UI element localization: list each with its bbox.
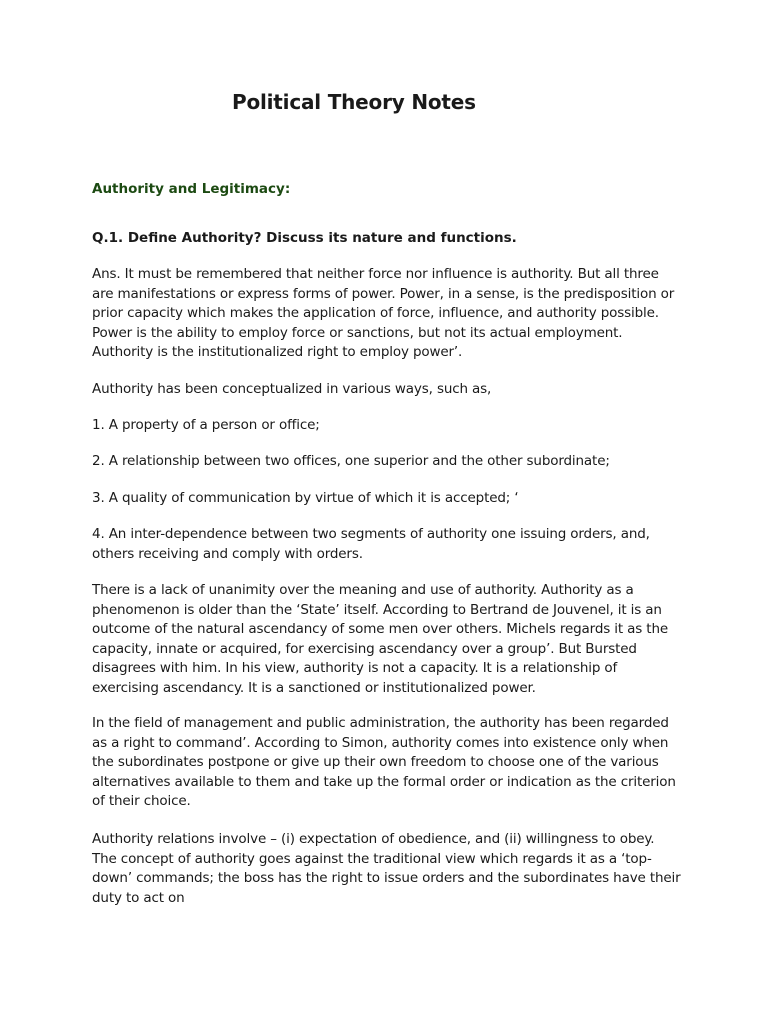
section-heading: Authority and Legitimacy: — [92, 181, 291, 197]
list-item: 2. A relationship between two offices, one superior and the other subordinate; — [92, 453, 610, 469]
unanimity-paragraph: There is a lack of unanimity over the meaning and use of authority. Authority as a phenomenon is older than the ‘State’ itself. According to Bertrand de Jouvenel, it is an outcome of the natural ascendancy of some men over others. Michels regards it as the capacity, innate or acquired, for exercising ascendancy over a group’. But Bursted disagrees with him. In his view, authority is not a capacity. It is a relationship of exercising ascendancy. It is a sanctioned or institutionalized power. — [92, 582, 669, 696]
conceptualized-paragraph: Authority has been conceptualized in various ways, such as, — [92, 381, 492, 397]
answer-paragraph: Ans. It must be remembered that neither force nor influence is authority. But all three are manifestations or express forms of power. Power, in a sense, is the predisposition or prior capacity which makes the application of force, influence, and authority possible. Power is the ability to employ force or sanctions, but not its actual employment. Authority is the institutionalized right to employ power’. — [92, 266, 675, 360]
relations-paragraph: Authority relations involve – (i) expectation of obedience, and (ii) willingness to obey. The concept of authority goes against the traditional view which regards it as a ‘top-down’ commands; the boss has the right to issue orders and the subordinates have their duty to act on — [92, 831, 681, 906]
page-title: Political Theory Notes — [232, 90, 476, 114]
question-heading: Q.1. Define Authority? Discuss its nature and functions. — [92, 230, 517, 246]
list-item: 3. A quality of communication by virtue of which it is accepted; ‘ — [92, 490, 519, 506]
list-item: 1. A property of a person or office; — [92, 417, 320, 433]
list-item: 4. An inter-dependence between two segments of authority one issuing orders, and, others receiving and comply with orders. — [92, 526, 650, 562]
management-paragraph: In the field of management and public administration, the authority has been regarded as a right to command’. According to Simon, authority comes into existence only when the subordinates postpone or give up their own freedom to choose one of the various alternatives available to them and take up the formal order or indication as the criterion of their choice. — [92, 715, 676, 809]
